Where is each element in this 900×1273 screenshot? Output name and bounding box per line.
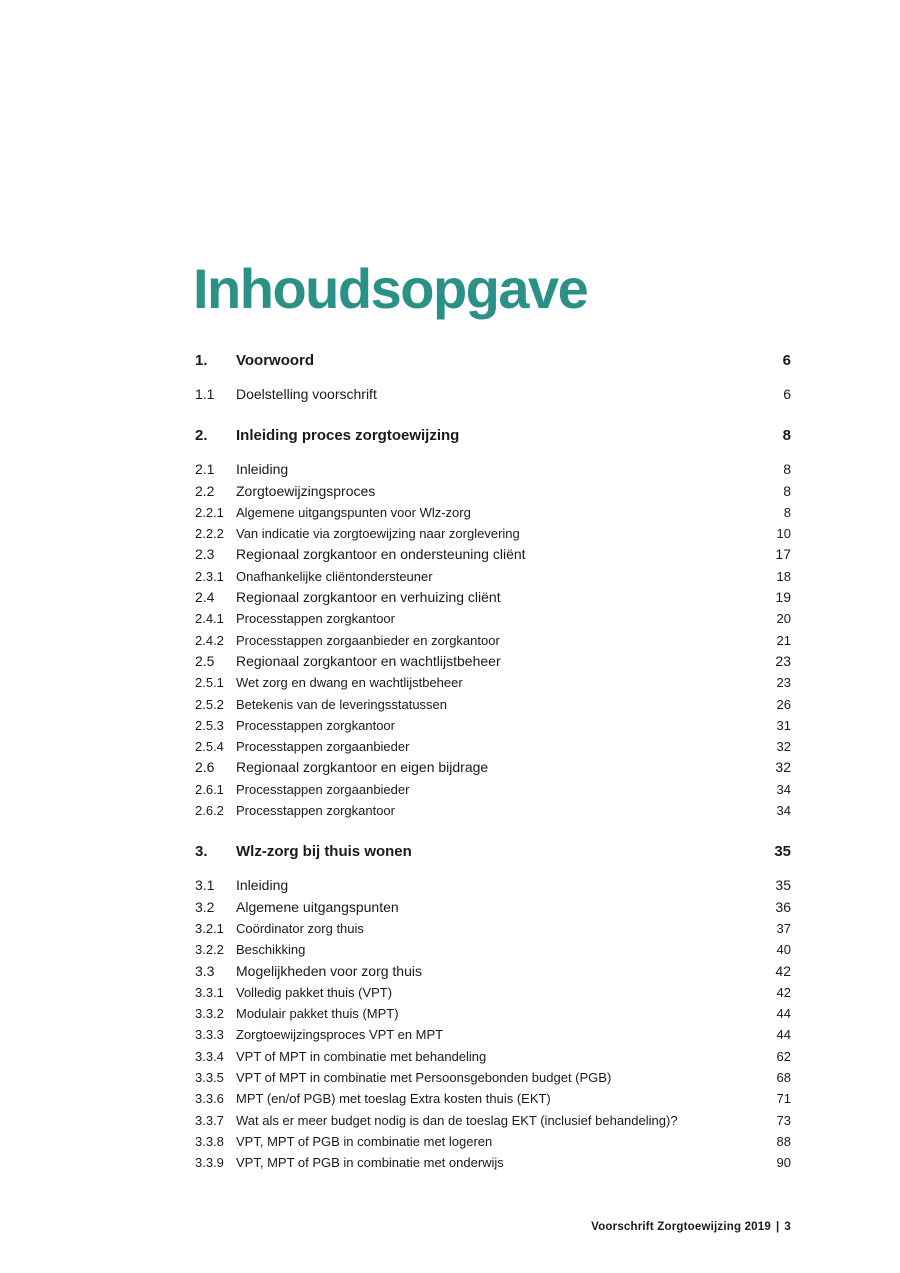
toc-entry-label: VPT, MPT of PGB in combinatie met onderwijs	[236, 1155, 504, 1171]
toc-entry-label: Inleiding	[236, 877, 289, 894]
toc-entry-label: Beschikking	[236, 942, 306, 958]
toc-entry-label: Regionaal zorgkantoor en eigen bijdrage	[236, 759, 489, 776]
toc-entry-label: Onafhankelijke cliëntondersteuner	[236, 568, 433, 584]
toc-entry-page: 42	[775, 962, 791, 979]
toc-entry-page: 36	[775, 898, 791, 915]
toc-entry-number: 2.6	[195, 759, 215, 776]
toc-entry-number: 3.2.2	[195, 942, 224, 958]
toc-row[interactable]	[195, 672, 791, 693]
toc-row[interactable]	[195, 425, 791, 447]
toc-entry-page: 88	[776, 1133, 791, 1149]
toc-entry-label: Van indicatie via zorgtoewijzing naar zorglevering	[236, 526, 520, 542]
toc-entry-page: 62	[776, 1048, 791, 1064]
toc-entry-number: 1.1	[195, 386, 215, 402]
toc-entry-page: 71	[776, 1091, 791, 1107]
toc-entry-number: 3.3.6	[195, 1091, 224, 1107]
toc-entry-number: 3.3.8	[195, 1133, 224, 1149]
toc-entry-label: Processtappen zorgkantoor	[236, 717, 395, 733]
toc-entry-page: 10	[776, 526, 791, 542]
toc-entry-label: Zorgtoewijzingsproces VPT en MPT	[236, 1027, 444, 1043]
toc-entry-page: 19	[775, 589, 791, 606]
toc-row[interactable]	[195, 502, 791, 523]
toc-row[interactable]	[195, 841, 791, 863]
toc-entry-page: 23	[776, 675, 791, 691]
toc-entry-page: 34	[776, 781, 791, 797]
toc-entry-page: 31	[776, 717, 791, 733]
toc-entry-page: 21	[776, 632, 791, 648]
toc-entry-number: 3.3.9	[195, 1155, 224, 1171]
toc-row[interactable]	[195, 566, 791, 587]
toc-row[interactable]	[195, 1131, 791, 1152]
toc-entry-page: 42	[776, 984, 791, 1000]
toc-entry-label: MPT (en/of PGB) met toeslag Extra kosten thuis (EKT)	[236, 1091, 551, 1107]
toc-entry-label: Processtappen zorgkantoor	[236, 803, 395, 819]
toc-entry-label: Mogelijkheden voor zorg thuis	[236, 962, 422, 979]
toc-entry-number: 1.	[195, 352, 208, 369]
toc-row[interactable]	[195, 1152, 791, 1173]
toc-entry-number: 3.3	[195, 962, 215, 979]
toc-entry-number: 2.4	[195, 589, 215, 606]
toc-row[interactable]	[195, 630, 791, 651]
footer-doc-title: Voorschrift Zorgtoewijzing 2019	[591, 1221, 771, 1233]
toc-entry-number: 3.3.2	[195, 1006, 224, 1022]
toc-entry-number: 2.2.1	[195, 504, 224, 520]
toc-entry-number: 3.3.3	[195, 1027, 224, 1043]
toc-row[interactable]	[195, 982, 791, 1003]
toc-entry-number: 2.	[195, 427, 208, 445]
toc-row[interactable]	[195, 1003, 791, 1024]
toc-entry-number: 2.4.1	[195, 611, 224, 627]
toc-entry-page: 44	[776, 1027, 791, 1043]
toc-row[interactable]	[195, 481, 791, 502]
toc-entry-number: 2.4.2	[195, 632, 224, 648]
toc-row[interactable]	[195, 523, 791, 544]
toc-entry-number: 2.3.1	[195, 568, 224, 584]
toc-entry-label: Zorgtoewijzingsproces	[236, 482, 376, 499]
toc-entry-label: Coördinator zorg thuis	[236, 920, 364, 936]
toc-entry-number: 2.5.3	[195, 717, 224, 733]
toc-row[interactable]	[195, 757, 791, 778]
toc-entry-number: 2.1	[195, 461, 215, 478]
toc-entry-label: Algemene uitgangspunten voor Wlz-zorg	[236, 504, 471, 520]
toc-entry-label: Regionaal zorgkantoor en ondersteuning cliënt	[236, 546, 526, 563]
toc-entry-label: Wet zorg en dwang en wachtlijstbeheer	[236, 675, 463, 691]
toc-entry-page: 20	[776, 611, 791, 627]
toc-row[interactable]	[195, 544, 791, 565]
toc-entry-page: 6	[783, 386, 791, 402]
toc-entry-number: 2.6.1	[195, 781, 224, 797]
toc-row[interactable]	[195, 1110, 791, 1131]
toc-entry-page: 40	[776, 942, 791, 958]
toc-entry-label: Wlz-zorg bij thuis wonen	[236, 843, 412, 861]
toc-entry-label: VPT of MPT in combinatie met behandeling	[236, 1048, 487, 1064]
toc-row[interactable]	[195, 897, 791, 918]
toc-entry-page: 44	[776, 1006, 791, 1022]
toc-entry-page: 35	[774, 843, 791, 861]
toc-row[interactable]	[195, 800, 791, 821]
toc-entry-page: 26	[776, 696, 791, 712]
toc-entry-number: 3.3.4	[195, 1048, 224, 1064]
toc-entry-number: 3.	[195, 843, 208, 861]
toc-entry-number: 3.2.1	[195, 920, 224, 936]
toc-row[interactable]	[195, 1088, 791, 1109]
toc-entry-label: VPT of MPT in combinatie met Persoonsgebonden budget (PGB)	[236, 1070, 612, 1086]
toc-entry-number: 2.5.2	[195, 696, 224, 712]
toc-entry-page: 32	[775, 759, 791, 776]
toc-entry-label: Processtappen zorgkantoor	[236, 611, 395, 627]
toc-entry-page: 68	[776, 1070, 791, 1086]
toc-entry-page: 23	[775, 652, 791, 669]
toc-row[interactable]	[195, 1046, 791, 1067]
toc-entry-page: 8	[783, 461, 791, 478]
footer-page-number: 3	[784, 1221, 791, 1233]
toc-row[interactable]	[195, 779, 791, 800]
toc-row[interactable]	[195, 939, 791, 960]
toc-entry-label: Inleiding	[236, 461, 289, 478]
toc-row[interactable]	[195, 875, 791, 896]
toc-entry-page: 6	[782, 352, 791, 369]
toc-row[interactable]	[195, 1024, 791, 1045]
toc-entry-page: 8	[782, 427, 791, 445]
toc-entry-label: Wat als er meer budget nodig is dan de toeslag EKT (inclusief behandeling)?	[236, 1112, 678, 1128]
toc-row[interactable]	[195, 694, 791, 715]
toc-row[interactable]	[195, 736, 791, 757]
toc-entry-page: 37	[776, 920, 791, 936]
toc-row[interactable]	[195, 1067, 791, 1088]
toc-entry-label: Doelstelling voorschrift	[236, 386, 377, 402]
footer	[591, 1221, 791, 1233]
toc-entry-number: 3.3.5	[195, 1070, 224, 1086]
toc-row[interactable]	[195, 350, 791, 372]
toc-entry-page: 73	[776, 1112, 791, 1128]
toc-entry-label: Modulair pakket thuis (MPT)	[236, 1006, 399, 1022]
page-title: Inhoudsopgave	[193, 256, 588, 320]
toc-entry-number: 3.3.7	[195, 1112, 224, 1128]
toc-entry-page: 32	[776, 739, 791, 755]
toc-row[interactable]	[195, 384, 791, 405]
toc-entry-label: Processtappen zorgaanbieder	[236, 739, 410, 755]
toc-entry-number: 2.3	[195, 546, 215, 563]
toc-entry-number: 2.6.2	[195, 803, 224, 819]
toc-entry-page: 8	[783, 482, 791, 499]
toc-entry-number: 2.2	[195, 482, 215, 499]
toc-row[interactable]	[195, 587, 791, 608]
toc-entry-label: Regionaal zorgkantoor en wachtlijstbeheer	[236, 652, 501, 669]
toc-entry-label: Voorwoord	[236, 352, 315, 369]
toc-row[interactable]	[195, 459, 791, 480]
toc-entry-page: 34	[776, 803, 791, 819]
toc-entry-label: Processtappen zorgaanbieder	[236, 781, 410, 797]
toc-entry-number: 2.5	[195, 652, 215, 669]
toc-entry-page: 17	[775, 546, 791, 563]
toc-row[interactable]	[195, 608, 791, 629]
toc-row[interactable]	[195, 651, 791, 672]
toc-entry-number: 3.3.1	[195, 984, 224, 1000]
toc-entry-page: 35	[775, 877, 791, 894]
toc-entry-page: 8	[783, 504, 791, 520]
toc-entry-page: 18	[776, 568, 791, 584]
toc-entry-label: VPT, MPT of PGB in combinatie met logeren	[236, 1133, 493, 1149]
toc-entry-number: 3.1	[195, 877, 215, 894]
toc-entry-number: 3.2	[195, 898, 215, 915]
toc-row[interactable]	[195, 715, 791, 736]
toc-entry-number: 2.5.4	[195, 739, 224, 755]
toc-list	[195, 350, 791, 1174]
toc-entry-label: Algemene uitgangspunten	[236, 898, 399, 915]
toc-entry-label: Inleiding proces zorgtoewijzing	[236, 427, 460, 445]
toc-entry-label: Processtappen zorgaanbieder en zorgkantoor	[236, 632, 500, 648]
toc-row[interactable]	[195, 918, 791, 939]
toc-entry-number: 2.2.2	[195, 526, 224, 542]
toc-row[interactable]	[195, 961, 791, 982]
footer-separator-icon: |	[775, 1221, 780, 1233]
toc-entry-page: 90	[776, 1155, 791, 1171]
toc-entry-label: Betekenis van de leveringsstatussen	[236, 696, 448, 712]
toc-entry-label: Regionaal zorgkantoor en verhuizing cliënt	[236, 589, 501, 606]
toc-entry-label: Volledig pakket thuis (VPT)	[236, 984, 393, 1000]
toc-entry-number: 2.5.1	[195, 675, 224, 691]
